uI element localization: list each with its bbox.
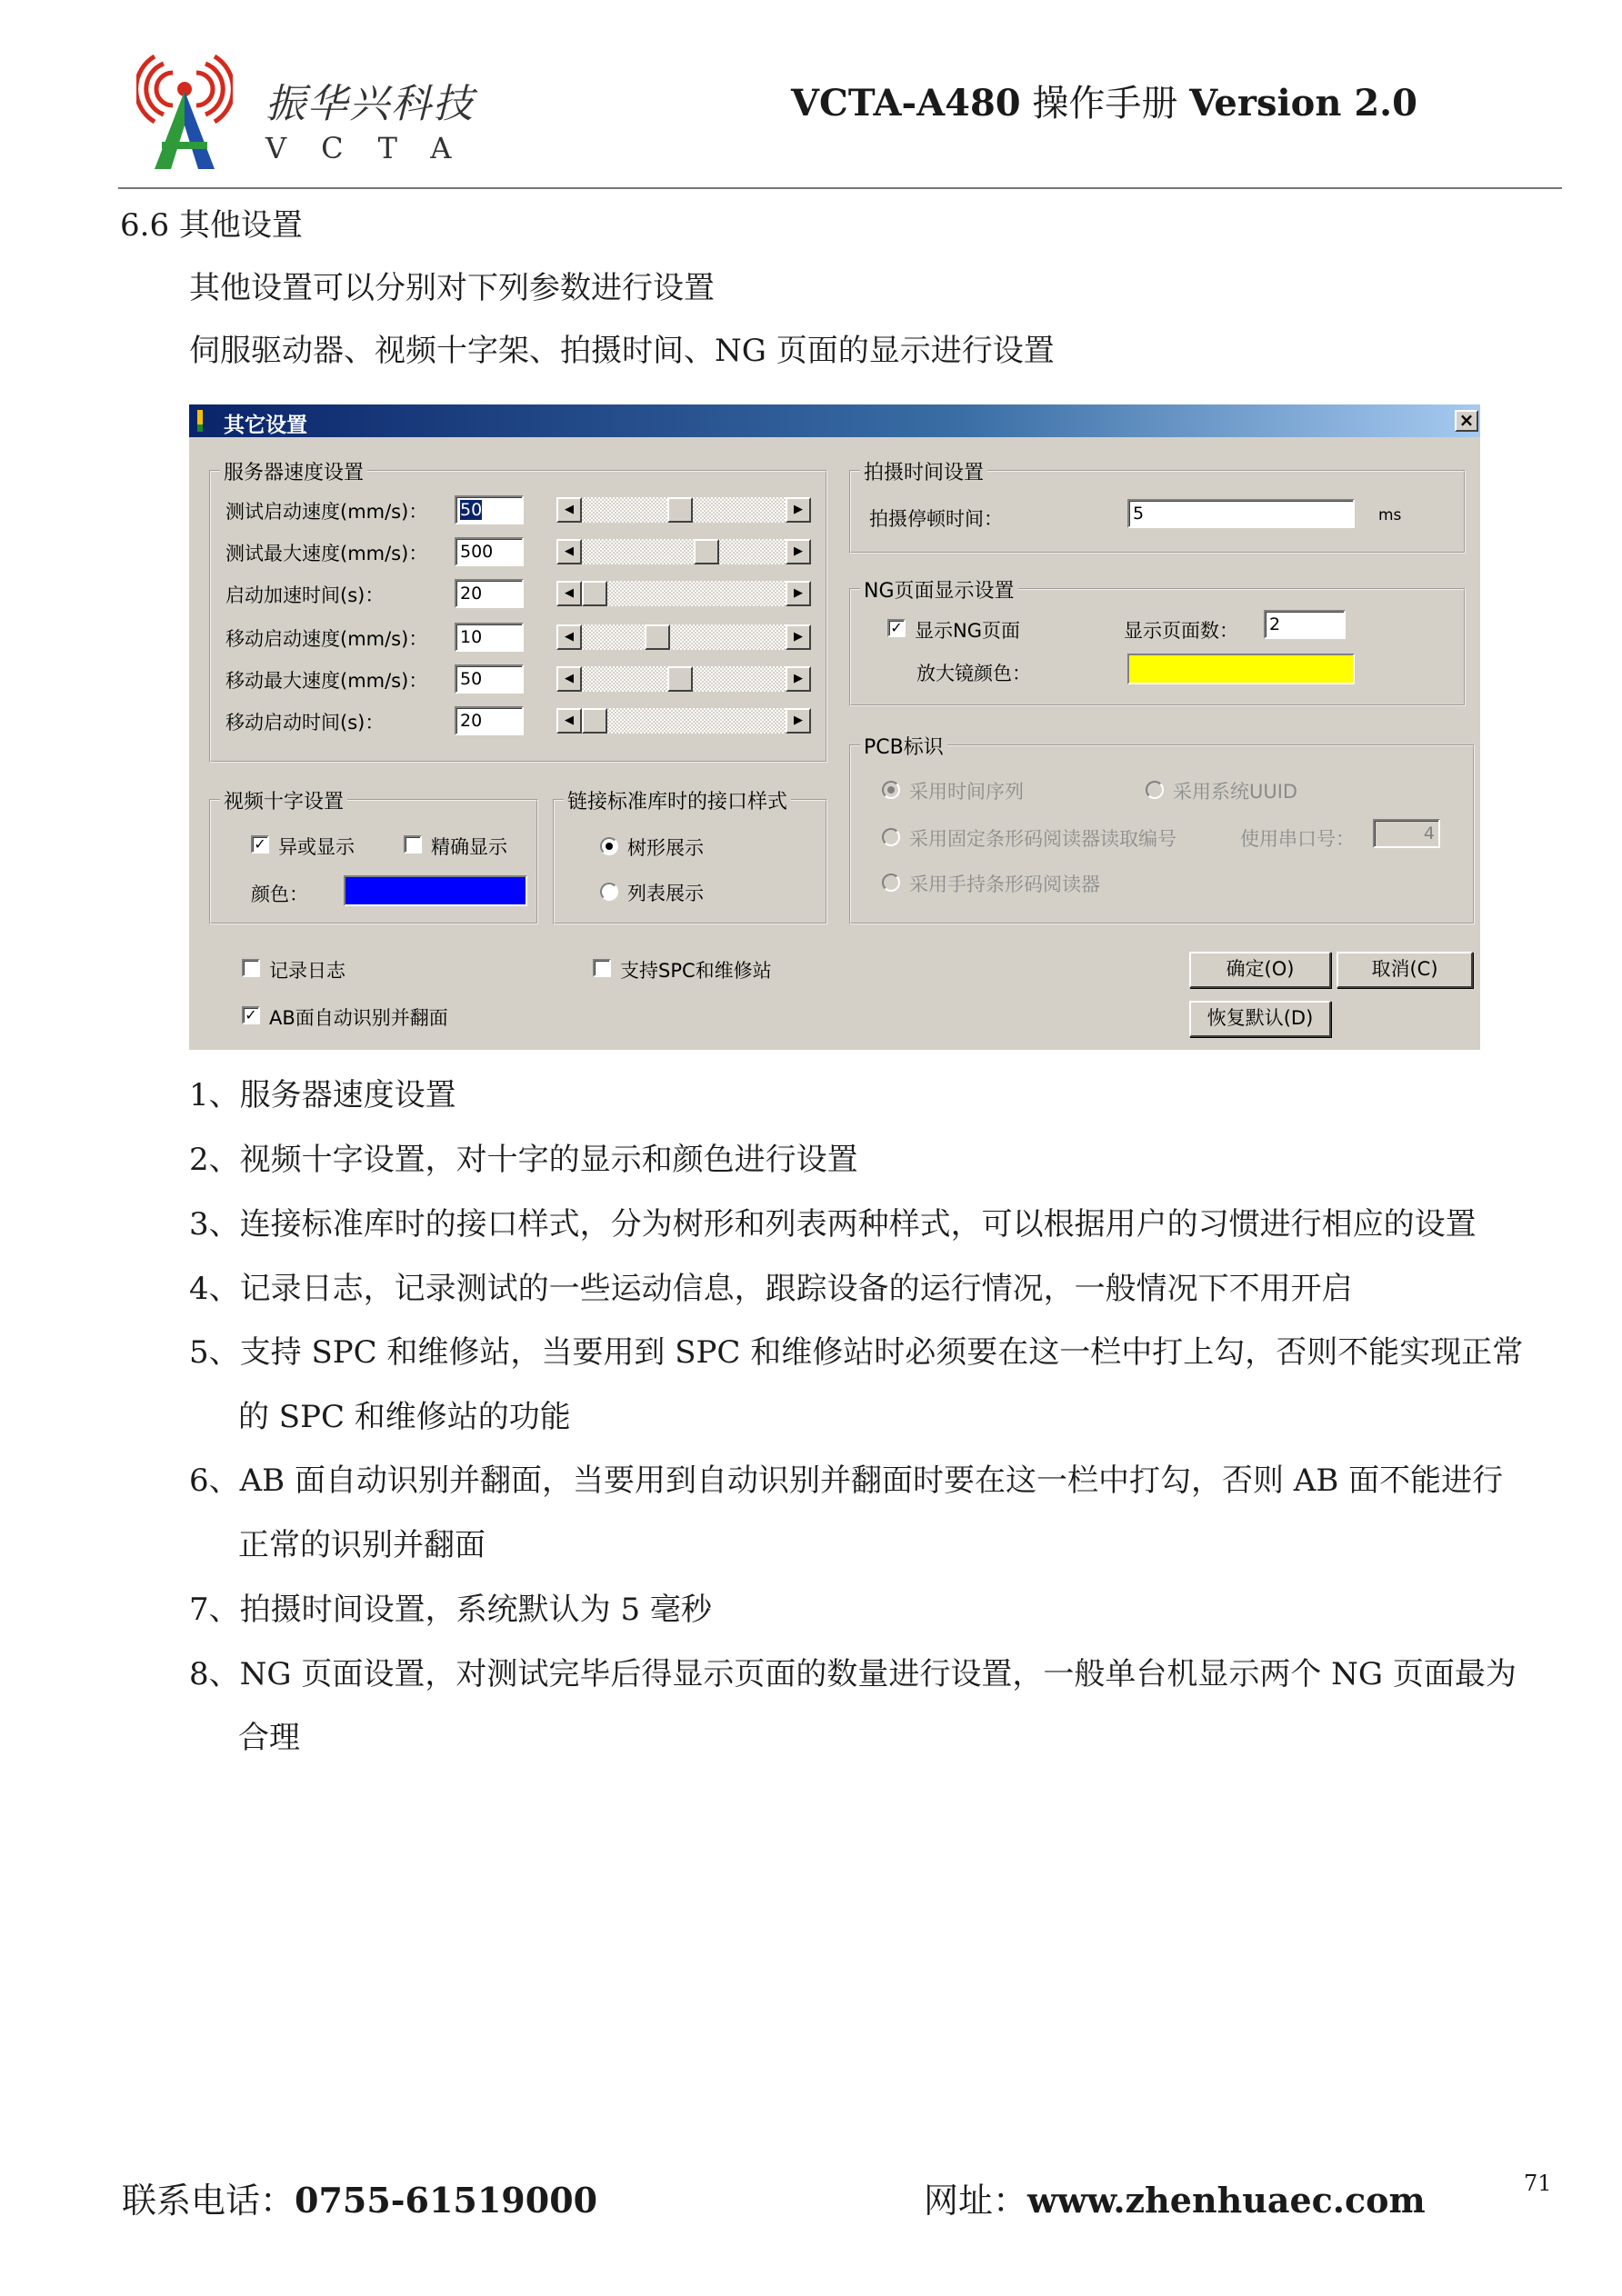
footer-website xyxy=(924,2172,1426,2222)
spc-support-label: 支持SPC和维修站 xyxy=(620,960,772,982)
servo-row-label: 移动启动速度(mm/s)： xyxy=(225,628,428,650)
app-icon xyxy=(195,410,205,432)
phone-label: 联系电话： xyxy=(122,2181,295,2221)
scroll-left-arrow-icon[interactable]: ◀ xyxy=(556,539,582,564)
servo-row-slider[interactable] xyxy=(556,581,811,606)
crosshair-group xyxy=(209,791,538,924)
restore-defaults-button[interactable]: 恢复默认(D) xyxy=(1189,1001,1331,1037)
ab-auto-flip-label: AB面自动识别并翻面 xyxy=(269,1007,448,1029)
crosshair-color-swatch[interactable] xyxy=(344,875,527,906)
list-item-continuation: 的 SPC 和维修站的功能 xyxy=(238,1399,571,1435)
pcb-id-group xyxy=(849,736,1475,924)
servo-row-label: 测试启动速度(mm/s)： xyxy=(225,501,428,523)
selected-text: 50 xyxy=(460,500,483,520)
scroll-left-arrow-icon[interactable]: ◀ xyxy=(556,666,582,692)
xor-display-checkbox[interactable]: ✓ xyxy=(251,835,269,854)
servo-row-input[interactable]: 20 xyxy=(455,579,524,608)
company-abbreviation: VCTA xyxy=(265,131,486,165)
scroll-right-arrow-icon[interactable]: ▶ xyxy=(786,708,811,734)
ng-page-group xyxy=(849,580,1466,706)
serial-port-input[interactable]: 4 xyxy=(1373,819,1440,848)
list-item: 1、服务器速度设置 xyxy=(189,1077,456,1113)
slider-thumb[interactable] xyxy=(667,497,693,523)
slider-thumb[interactable] xyxy=(694,539,719,564)
show-ng-page-label: 显示NG页面 xyxy=(915,620,1020,642)
precise-display-checkbox[interactable] xyxy=(404,835,422,854)
scroll-left-arrow-icon[interactable]: ◀ xyxy=(556,708,582,734)
website-label: 网址： xyxy=(924,2181,1028,2221)
magnifier-color-label: 放大镜颜色： xyxy=(916,663,1031,684)
record-log-label: 记录日志 xyxy=(269,960,345,982)
dialog-titlebar xyxy=(189,404,1480,437)
servo-speed-group xyxy=(209,462,827,763)
system-uuid-label: 采用系统UUID xyxy=(1173,781,1298,803)
dialog-title: 其它设置 xyxy=(224,414,307,437)
servo-row-input[interactable]: 10 xyxy=(455,623,524,652)
servo-row-label: 测试最大速度(mm/s)： xyxy=(225,543,428,564)
document-title xyxy=(791,75,1417,126)
list-item: 8、NG 页面设置，对测试完毕后得显示页面的数量进行设置，一般单台机显示两个 NG 页面最为 xyxy=(189,1656,1517,1692)
slider-thumb[interactable] xyxy=(667,666,693,692)
handheld-reader-radio[interactable] xyxy=(882,873,900,892)
servo-row-label: 启动加速时间(s)： xyxy=(225,584,385,606)
servo-row-label: 移动启动时间(s)： xyxy=(225,712,385,734)
intro-paragraph-2: 伺服驱动器、视频十字架、拍摄时间、NG 页面的显示进行设置 xyxy=(189,333,1055,369)
tree-view-label: 树形展示 xyxy=(627,837,704,859)
serial-port-label: 使用串口号： xyxy=(1240,828,1355,850)
precise-display-label: 精确显示 xyxy=(431,836,507,858)
servo-row-slider[interactable] xyxy=(556,666,811,692)
record-log-checkbox[interactable] xyxy=(242,959,260,977)
servo-row-input[interactable]: 50 xyxy=(455,664,524,694)
list-view-label: 列表展示 xyxy=(627,883,704,904)
title-version: Version 2.0 xyxy=(1189,82,1417,125)
pcb-id-group-title: PCB标识 xyxy=(860,732,947,760)
servo-row-slider[interactable] xyxy=(556,497,811,523)
list-item-continuation: 合理 xyxy=(238,1720,300,1756)
crosshair-group-title: 视频十字设置 xyxy=(220,786,347,814)
list-item-continuation: 正常的识别并翻面 xyxy=(238,1527,486,1563)
company-name: 振华兴科技 xyxy=(265,81,475,127)
list-item: 7、拍摄时间设置，系统默认为 5 毫秒 xyxy=(189,1592,712,1628)
page-count-input[interactable]: 2 xyxy=(1264,610,1346,639)
system-uuid-radio[interactable] xyxy=(1146,781,1164,799)
shooting-pause-input[interactable]: 5 xyxy=(1127,499,1355,528)
handheld-reader-label: 采用手持条形码阅读器 xyxy=(909,873,1100,895)
list-item: 5、支持 SPC 和维修站，当要用到 SPC 和维修站时必须要在这一栏中打上勾，否则不能实现正常 xyxy=(189,1334,1524,1371)
slider-thumb[interactable] xyxy=(582,581,607,606)
servo-row-slider[interactable] xyxy=(556,708,811,734)
magnifier-color-swatch[interactable] xyxy=(1127,654,1355,684)
servo-row-input[interactable]: 500 xyxy=(455,537,524,566)
crosshair-color-label: 颜色： xyxy=(251,883,308,905)
footer-phone xyxy=(122,2172,597,2222)
slider-thumb[interactable] xyxy=(645,624,670,650)
scroll-right-arrow-icon[interactable]: ▶ xyxy=(786,539,811,564)
shooting-time-group-title: 拍摄时间设置 xyxy=(860,457,987,485)
slider-thumb[interactable] xyxy=(582,708,607,734)
website-url: www.zhenhuaec.com xyxy=(1027,2180,1426,2221)
list-item: 3、连接标准库时的接口样式，分为树形和列表两种样式，可以根据用户的习惯进行相应的设置 xyxy=(189,1206,1477,1243)
ok-button[interactable]: 确定(O) xyxy=(1189,952,1331,988)
time-sequence-radio[interactable] xyxy=(882,781,900,799)
scroll-right-arrow-icon[interactable]: ▶ xyxy=(786,497,811,523)
company-logo xyxy=(136,55,233,171)
time-sequence-label: 采用时间序列 xyxy=(909,781,1024,803)
servo-row-label: 移动最大速度(mm/s)： xyxy=(225,670,428,692)
servo-row-slider[interactable] xyxy=(556,624,811,650)
close-icon[interactable]: × xyxy=(1455,410,1478,432)
title-model: VCTA-A480 xyxy=(791,82,1021,125)
spc-support-checkbox[interactable] xyxy=(593,959,611,977)
cancel-button[interactable]: 取消(C) xyxy=(1337,952,1473,988)
tree-view-radio[interactable] xyxy=(600,837,618,855)
servo-row-input[interactable] xyxy=(455,495,524,524)
scroll-right-arrow-icon[interactable]: ▶ xyxy=(786,666,811,692)
ab-auto-flip-checkbox[interactable]: ✓ xyxy=(242,1006,260,1024)
list-item: 2、视频十字设置，对十字的显示和颜色进行设置 xyxy=(189,1142,858,1178)
title-manual: 操作手册 xyxy=(1020,83,1190,125)
servo-row-slider[interactable] xyxy=(556,539,811,564)
shooting-pause-unit: ms xyxy=(1378,506,1402,524)
servo-row-input[interactable]: 20 xyxy=(455,706,524,735)
section-heading: 6.6 其他设置 xyxy=(120,207,303,244)
fixed-reader-label: 采用固定条形码阅读器读取编号 xyxy=(909,828,1176,850)
list-item: 4、记录日志，记录测试的一些运动信息，跟踪设备的运行情况，一般情况下不用开启 xyxy=(189,1271,1353,1307)
shooting-time-group xyxy=(849,462,1466,554)
scroll-right-arrow-icon[interactable]: ▶ xyxy=(786,624,811,650)
shooting-pause-label: 拍摄停顿时间： xyxy=(869,508,1003,530)
scroll-right-arrow-icon[interactable]: ▶ xyxy=(786,581,811,606)
interface-style-group-title: 链接标准库时的接口样式 xyxy=(564,786,791,814)
page-number: 71 xyxy=(1524,2171,1552,2196)
xor-display-label: 异或显示 xyxy=(278,836,355,858)
other-settings-dialog xyxy=(189,404,1480,1050)
scroll-left-arrow-icon[interactable]: ◀ xyxy=(556,581,582,606)
servo-speed-group-title: 服务器速度设置 xyxy=(220,457,367,485)
ng-page-group-title: NG页面显示设置 xyxy=(860,575,1018,604)
show-ng-page-checkbox[interactable]: ✓ xyxy=(887,619,906,637)
header-divider xyxy=(118,187,1562,189)
list-view-radio[interactable] xyxy=(600,883,618,901)
phone-number: 0755-61519000 xyxy=(295,2180,598,2221)
interface-style-group xyxy=(553,791,827,924)
scroll-left-arrow-icon[interactable]: ◀ xyxy=(556,497,582,523)
page-count-label: 显示页面数： xyxy=(1124,620,1238,642)
intro-paragraph-1: 其他设置可以分别对下列参数进行设置 xyxy=(189,270,715,306)
list-item: 6、AB 面自动识别并翻面，当要用到自动识别并翻面时要在这一栏中打勾，否则 AB 面不能进行 xyxy=(189,1462,1504,1499)
scroll-left-arrow-icon[interactable]: ◀ xyxy=(556,624,582,650)
fixed-reader-radio[interactable] xyxy=(882,828,900,846)
